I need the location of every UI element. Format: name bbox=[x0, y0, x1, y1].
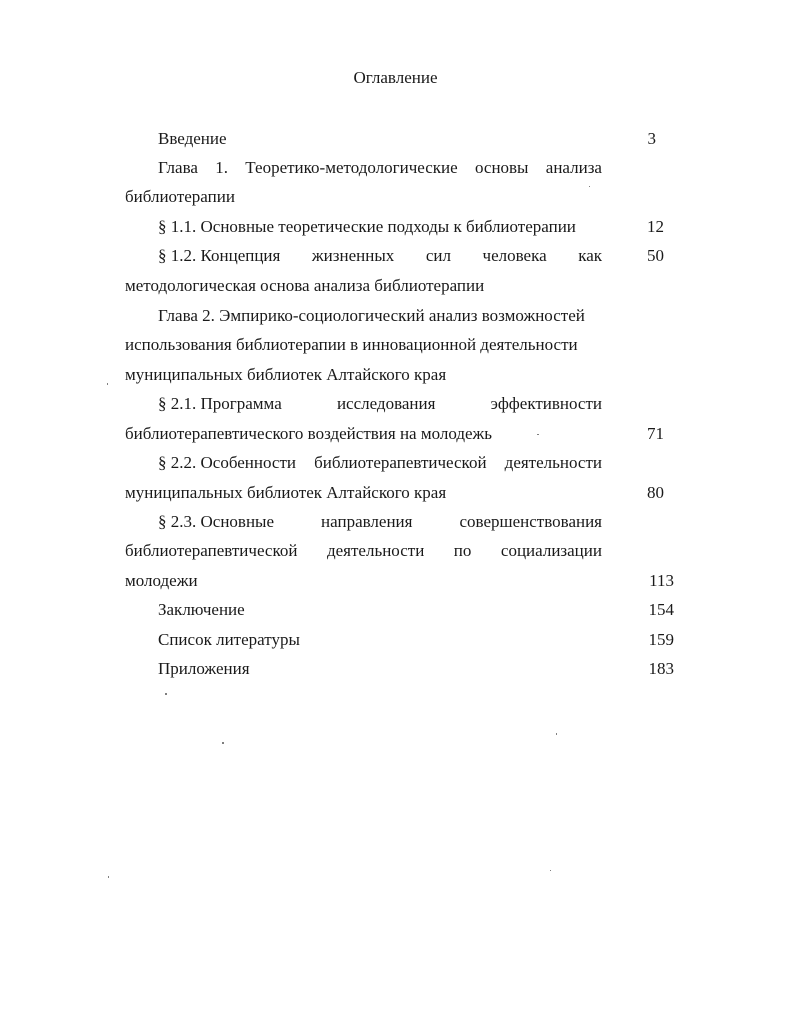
toc-page-section-2-3: 113 bbox=[649, 571, 674, 590]
scan-speck bbox=[589, 186, 590, 187]
toc-entry-section-2-3-line3: молодежи bbox=[125, 571, 198, 590]
word: § 2.3. Основные bbox=[158, 512, 275, 531]
toc-entry-appendix: Приложения bbox=[158, 659, 250, 678]
toc-entry-chapter1-line1 bbox=[158, 157, 602, 179]
toc-page-appendix: 183 bbox=[648, 659, 674, 678]
word: § 1.2. Концепция bbox=[158, 246, 281, 265]
word: социализации bbox=[500, 541, 602, 560]
word: анализа bbox=[545, 158, 602, 177]
toc-entry-section-2-3-line1 bbox=[158, 511, 602, 533]
word: Теоретико-методологические bbox=[245, 158, 458, 177]
word: § 2.2. Особенности bbox=[158, 453, 296, 472]
toc-entry-section-1-1: § 1.1. Основные теоретические подходы к библиотерапии bbox=[158, 217, 576, 236]
word: исследования bbox=[336, 394, 436, 413]
word: сил bbox=[425, 246, 451, 265]
toc-entry-section-2-2-line1 bbox=[158, 452, 602, 474]
scan-speck bbox=[550, 870, 551, 871]
scan-speck bbox=[222, 742, 224, 744]
toc-page-section-1-2: 50 bbox=[647, 246, 664, 265]
toc-entry-section-1-2-line2: методологическая основа анализа библиотерапии bbox=[125, 276, 485, 295]
word: 1. bbox=[215, 158, 228, 177]
word: § 2.1. Программа bbox=[158, 394, 282, 413]
word: библиотерапевтической bbox=[125, 541, 298, 560]
toc-entry-conclusion: Заключение bbox=[158, 600, 245, 619]
word: Глава bbox=[158, 158, 198, 177]
toc-page-section-2-1: 71 bbox=[647, 424, 664, 443]
toc-entry-section-1-2-line1 bbox=[158, 245, 602, 267]
word: по bbox=[453, 541, 472, 560]
word: основы bbox=[474, 158, 529, 177]
word: деятельности bbox=[504, 453, 602, 472]
scan-speck bbox=[556, 733, 557, 735]
toc-entry-section-2-1-line1 bbox=[158, 393, 602, 415]
toc-entry-chapter2-line3: муниципальных библиотек Алтайского края bbox=[125, 365, 447, 384]
toc-entry-section-2-2-line2: муниципальных библиотек Алтайского края bbox=[125, 483, 447, 502]
toc-entry-chapter1-line2: библиотерапии bbox=[125, 187, 235, 206]
toc-page-conclusion: 154 bbox=[648, 600, 674, 619]
word: человека bbox=[482, 246, 547, 265]
toc-entry-intro: Введение bbox=[158, 129, 227, 148]
word: деятельности bbox=[326, 541, 425, 560]
toc-entry-chapter2-line1: Глава 2. Эмпирико-социологический анализ возможностей bbox=[158, 306, 585, 325]
scan-speck bbox=[165, 693, 167, 695]
word: жизненных bbox=[311, 246, 395, 265]
toc-entry-section-2-3-line2 bbox=[125, 540, 602, 562]
page-title: Оглавление bbox=[353, 68, 438, 87]
scan-speck bbox=[537, 434, 539, 435]
toc-page-references: 159 bbox=[648, 630, 674, 649]
word: как bbox=[578, 246, 602, 265]
scan-speck bbox=[107, 383, 108, 385]
toc-page-section-1-1: 12 bbox=[647, 217, 664, 236]
word: библиотерапевтической bbox=[314, 453, 487, 472]
word: совершенствования bbox=[459, 512, 602, 531]
word: направления bbox=[321, 512, 413, 531]
toc-page-intro: 3 bbox=[647, 129, 656, 148]
toc-page-section-2-2: 80 bbox=[647, 483, 664, 502]
scan-speck bbox=[108, 876, 109, 878]
toc-entry-references: Список литературы bbox=[158, 630, 300, 649]
toc-entry-chapter2-line2: использования библиотерапии в инновационной деятельности bbox=[125, 335, 578, 354]
word: эффективности bbox=[490, 394, 602, 413]
toc-entry-section-2-1-line2: библиотерапевтического воздействия на молодежь bbox=[125, 424, 493, 443]
